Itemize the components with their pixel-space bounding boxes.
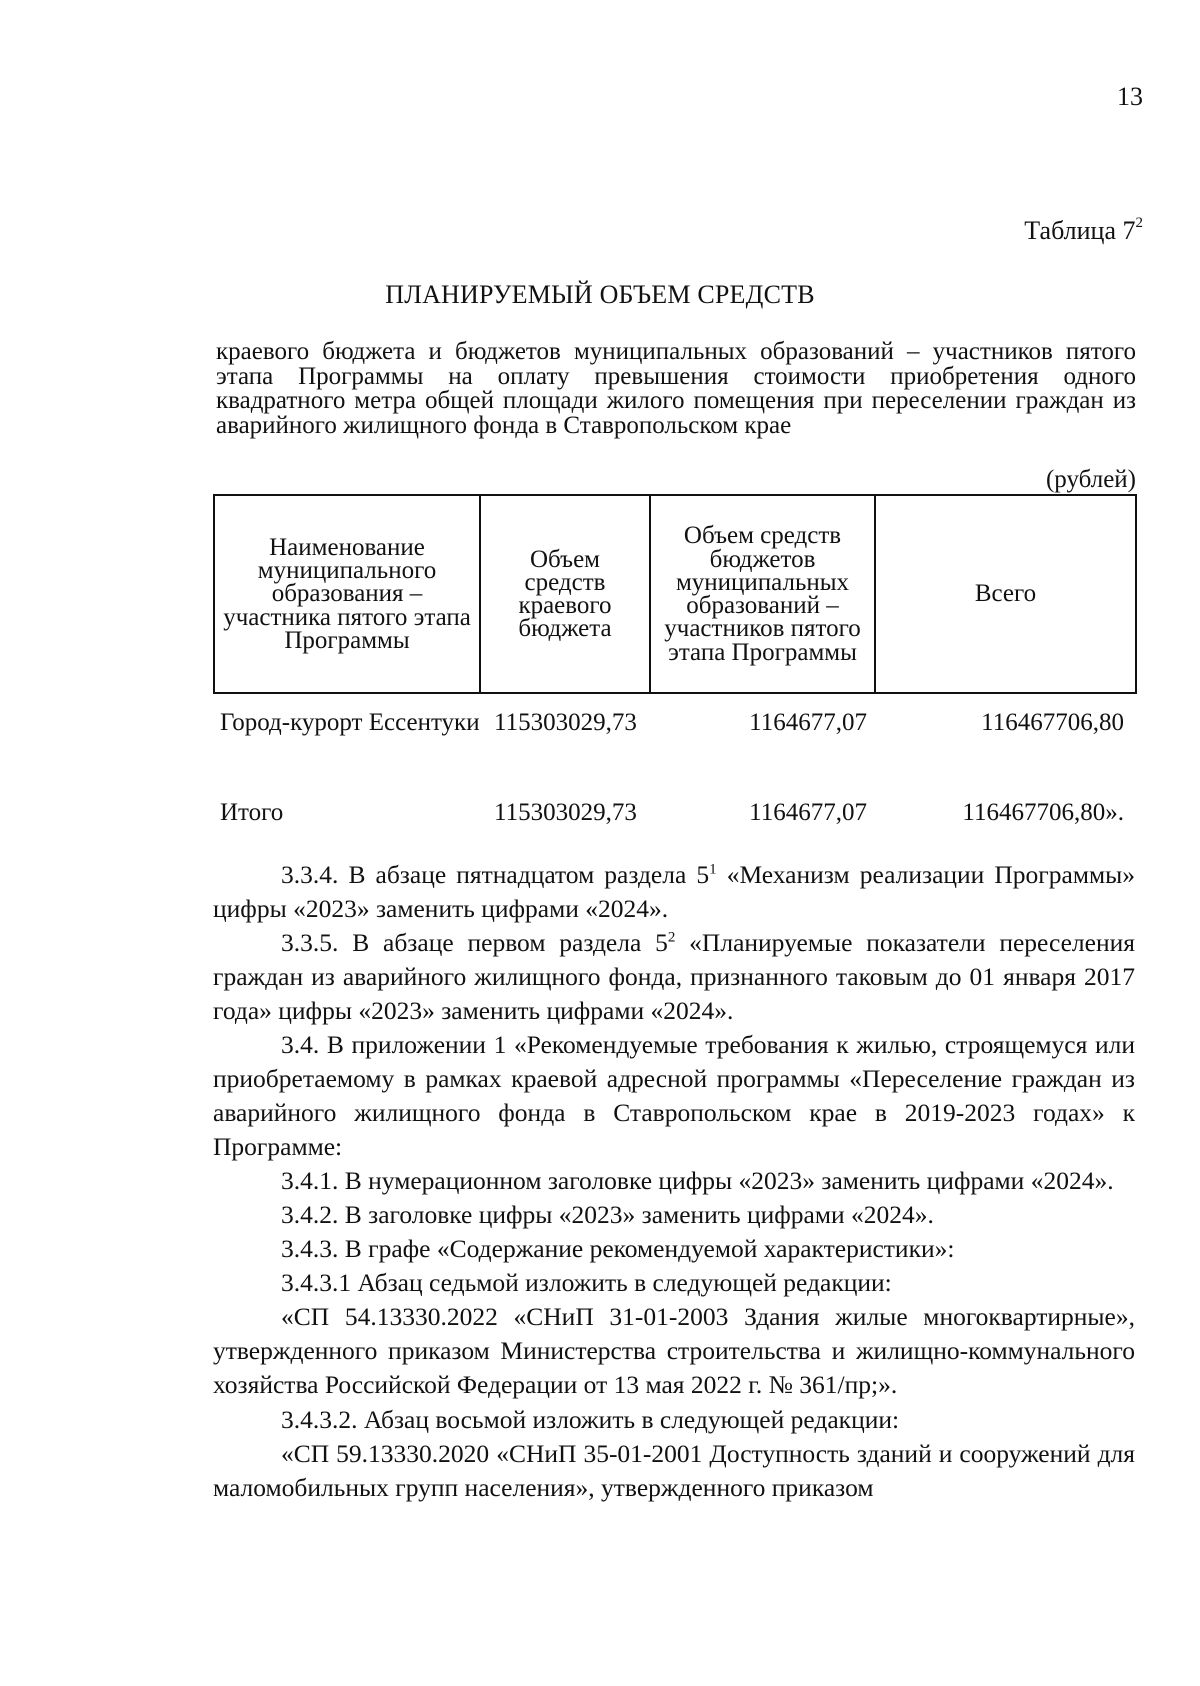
cell-regional: 115303029,73 [494,799,637,826]
table-header-row [214,495,1136,693]
table-label [1024,214,1143,249]
cell-municipal: 1164677,07 [749,799,867,826]
cell-name: Итого [220,799,284,826]
header-municipal-budget: Объем средств бюджетов муниципальных образований – участников пятого этапа Программы [650,495,875,693]
paragraph-3-4-3-2: 3.4.3.2. Абзац восьмой изложить в следующей редакции: [281,1404,900,1434]
paragraph-3-4-2: 3.4.2. В заголовке цифры «2023» заменить цифрами «2024». [281,1200,934,1230]
paragraph-3-3-5: 3.3.5. В абзаце первом раздела $5^2$ «Планируемые показатели переселения граждан из аварийного жилищного фонда, признанного таковым до 01 января 2017 года» цифры «2023» заменить цифрами «2024». [213,928,1136,1026]
paragraph-sp-54: «СП 54.13330.2022 «СНиП 31-01-2003 Здания жилые многоквартирные», утвержденного приказом Министерства строительства и жилищно-коммунального хозяйства Российской Федерации от 13 мая 2022 г. № 361/пр;». [213,1302,1135,1400]
header-total: Всего [875,495,1136,693]
paragraph-superscript: 2 [667,929,676,946]
paragraph-superscript: 1 [709,861,717,878]
units-label: (рублей) [1045,466,1136,493]
page-number: 13 [1117,82,1143,111]
document-subtitle: краевого бюджета и бюджетов муниципальных образований – участников пятого этапа Программы на оплату превышения стоимости приобретения одного квадратного метра общей площади жилого помещения при переселении граждан из аварийного жилищного фонда в Ставропольском крае [216,338,1136,439]
cell-regional: 115303029,73 [494,709,637,736]
body-text [213,858,1135,1505]
header-regional-budget: Объем средств краевого бюджета [480,495,650,693]
cell-total: 116467706,80 [981,709,1124,736]
cell-total: 116467706,80». [962,799,1124,826]
table-row-total [214,788,1136,848]
paragraph-3-3-4: 3.3.4. В абзаце пятнадцатом раздела $5^1$ «Механизм реализации Программы» цифры «2023» заменить цифрами «2024». [213,860,1135,924]
table-label-text: Таблица 7 [1024,216,1136,245]
paragraph-sp-59: «СП 59.13330.2020 «СНиП 35-01-2001 Доступность зданий и сооружений для маломобильных групп населения», утвержденного приказом [213,1438,1135,1502]
paragraph-3-4-1: 3.4.1. В нумерационном заголовке цифры «2023» заменить цифрами «2024». [281,1166,1114,1196]
table-label-superscript: 2 [1135,215,1143,232]
document-title: ПЛАНИРУЕМЫЙ ОБЪЕМ СРЕДСТВ [385,280,815,309]
paragraph-3-4-3-1: 3.4.3.1 Абзац седьмой изложить в следующей редакции: [281,1268,892,1298]
cell-name: Город-курорт Ессентуки [220,709,480,736]
paragraph-3-4: 3.4. В приложении 1 «Рекомендуемые требования к жилью, строящемуся или приобретаемому в рамках краевой адресной программы «Переселение граждан из аварийного жилищного фонда в Ставропольском крае в 2019-2023 годах» к Программе: [213,1030,1135,1162]
table-row [214,693,1136,788]
header-municipality: Наименование муниципального образования – участника пятого этапа Программы [214,495,480,693]
cell-municipal: 1164677,07 [749,709,867,736]
funds-table [213,494,1137,848]
paragraph-3-4-3: 3.4.3. В графе «Содержание рекомендуемой характеристики»: [281,1234,955,1264]
